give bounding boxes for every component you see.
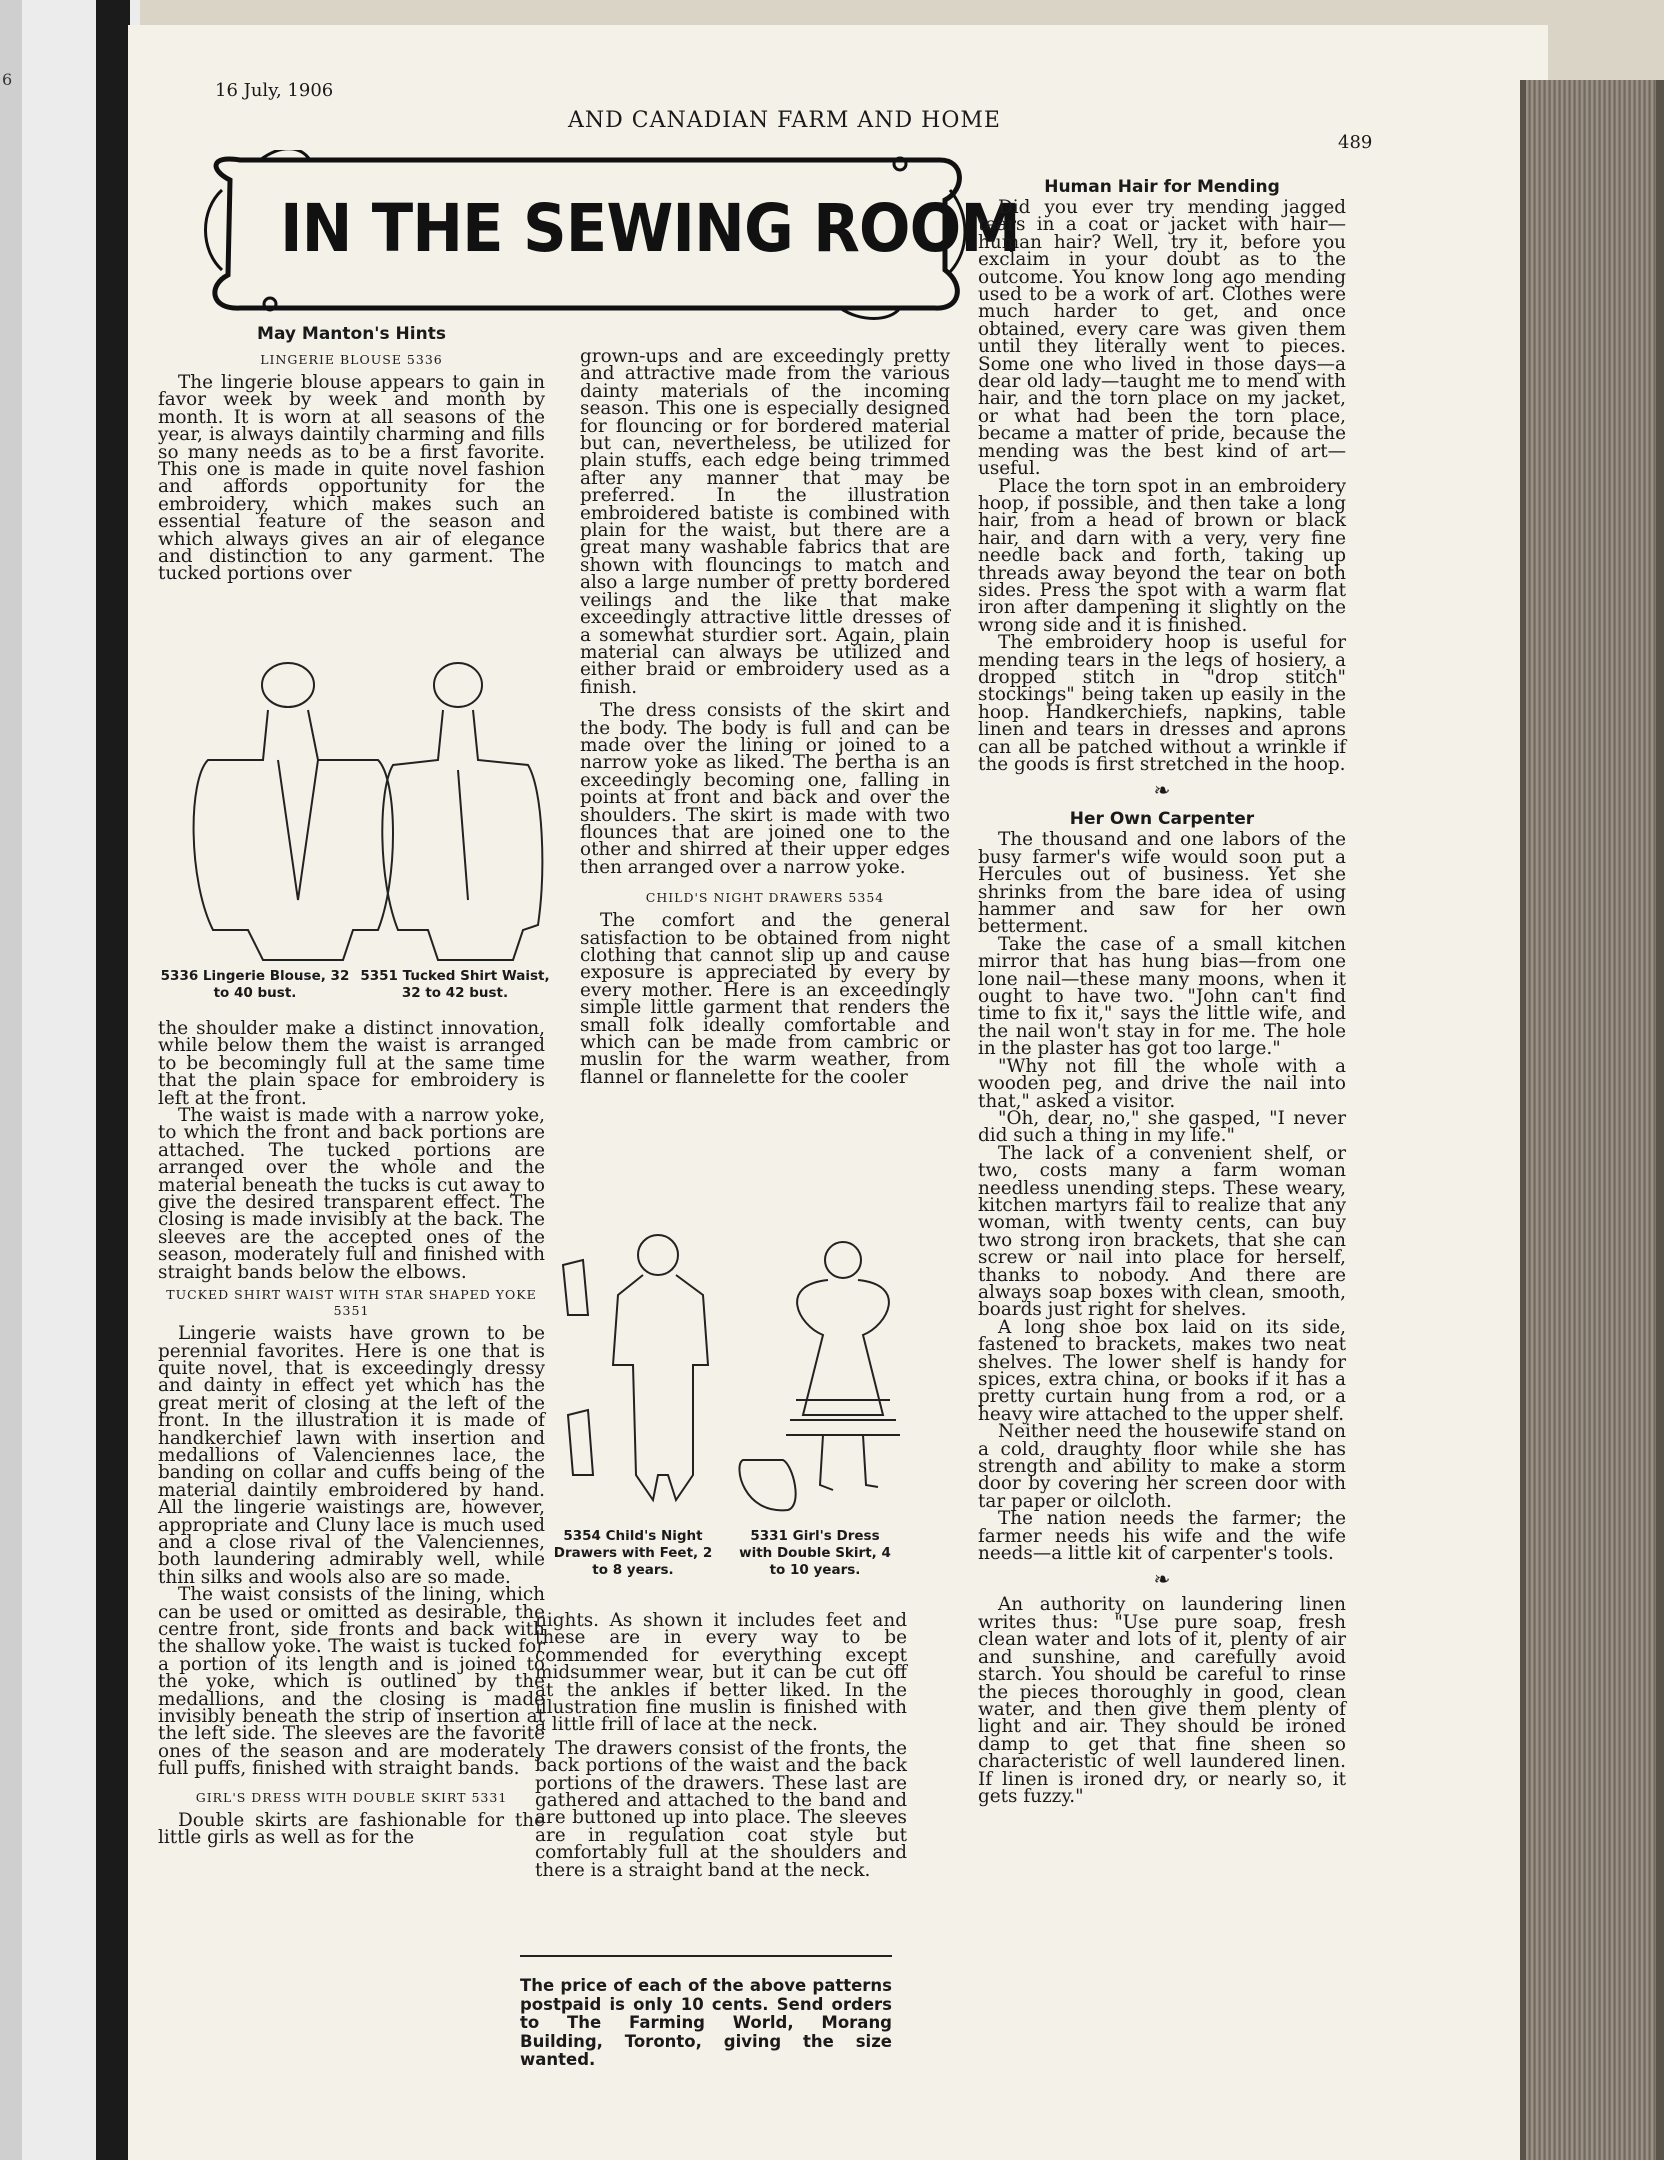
section-title: IN THE SEWING ROOM: [280, 190, 1020, 267]
fleuron-ornament: ❧: [1153, 778, 1171, 803]
paragraph: The drawers consist of the fronts, the back portions of the waist and the back portions of the drawers. These last are gathered and attached to the band and are buttoned up into place. The sleeves are in regulation coat style but comfortably full at the shoulders and there is a straight band at the neck.: [535, 1737, 907, 1881]
paragraph: Place the torn spot in an embroidery hoop, if possible, and then take a long hair, from a head of brown or black hair, and darn with a very, very fine needle back and forth, taking up threads away beyond the tear on both sides. Press the spot with a warm flat iron after dampening it slightly on the wrong side and it is finished.: [978, 475, 1346, 636]
paragraph: The thousand and one labors of the busy farmer's wife would soon put a Hercules out of business. Yet she shrinks from the bare idea of using hammer and saw for her own betterment.: [978, 829, 1346, 938]
paragraph: "Oh, dear, no," she gasped, "I never did such a thing in my life.": [978, 1107, 1346, 1147]
column-1-bottom: [158, 1018, 545, 1849]
article-heading: Her Own Carpenter: [1069, 809, 1255, 830]
running-title: AND CANADIAN FARM AND HOME: [568, 108, 1001, 133]
illustration-caption: 5331 Girl's Dress with Double Skirt, 4 to 10 years.: [739, 1528, 891, 1578]
paragraph: Double skirts are fashionable for the little girls as well as for the: [158, 1809, 545, 1849]
page-edges: [1520, 80, 1664, 2160]
previous-page-strip: [0, 0, 22, 2160]
paragraph: "Why not fill the whole with a wooden peg, and drive the nail into that," asked a visitor.: [978, 1055, 1346, 1112]
paragraph: The waist consists of the lining, which can be used or omitted as desirable, the centre front, side fronts and back with the shallow yoke. The waist is tucked for a portion of its length and is joined to the yoke, which is outlined by the medallions, and the closing is made invisibly beneath the strip of insertion at the left side. The sleeves are the favorite ones of the season and are moderately full puffs, finished with straight bands.: [158, 1584, 545, 1780]
childrens-illustration: [558, 1225, 918, 1525]
illustration-caption: 5351 Tucked Shirt Waist, 32 to 42 bust.: [360, 968, 550, 1001]
page-number: 489: [1338, 132, 1373, 153]
illustration-caption: 5336 Lingerie Blouse, 32 to 40 bust.: [160, 968, 350, 1001]
paragraph: The lack of a convenient shelf, or two, costs many a farm woman needless unending steps. These weary, kitchen martyrs fail to realize that any woman, with twenty cents, can buy two strong iron brackets, that she can screw or nail into place for herself, thanks to nobody. And there are always soap boxes with clean, smooth, boards just right for shelves.: [978, 1142, 1346, 1321]
paragraph: The nation needs the farmer; the farmer needs his wife and the wife needs—a little kit of carpenter's tools.: [978, 1508, 1346, 1565]
paragraph: Take the case of a small kitchen mirror that has hung bias—from one lone nail—these many moons, when it ought to have two. "John can't find time to fix it," says the little wife, and the nail won't stay in for me. The hole in the plaster has got too large.": [978, 933, 1346, 1060]
paragraph: the shoulder make a distinct innovation, while below them the waist is arranged to be becomingly full at the same time that the plain space for embroidery is left at the front.: [158, 1018, 545, 1109]
paragraph: Neither need the housewife stand on a cold, draughty floor while she has strength and ability to make a storm door by covering her screen door with tar paper or oilcloth.: [978, 1421, 1346, 1512]
paragraph: grown-ups and are exceedingly pretty and attractive made from the various dainty materials of the incoming season. This one is especially designed for flouncing or for bordered material but can, nevertheless, be utilized for plain stuffs, each edge being trimmed after any manner that may be preferred. In the illustration embroidered batiste is combined with plain for the waist, but there are a great many washable fabrics that are shown with flouncings to match and also a large number of pretty bordered veilings and the like that make exceedingly attractive little dresses of a somewhat sturdier sort. Again, plain material can always be utilized and either braid or embroidery used as a finish.: [580, 346, 950, 698]
article-heading: May Manton's Hints: [257, 324, 446, 344]
paragraph: The waist is made with a narrow yoke, to which the front and back portions are attached. The tucked portions are arranged over the whole and the material beneath the tucks is cut away to give the desired transparent effect. The closing is made invisibly at the back. The sleeves are the accepted ones of the season, moderately full and finished with straight bands below the elbows.: [158, 1105, 545, 1283]
article-heading: Human Hair for Mending: [1044, 177, 1280, 197]
column-2-bottom: [535, 1612, 907, 1879]
column-2-top: [580, 348, 950, 1086]
paragraph: Lingerie waists have grown to be perennial favorites. Here is one that is quite novel, that is exceedingly dressy and dainty in effect yet which has the great merit of closing at the left of the front. In the illustration it is made of handkerchief lawn with insertion and medallions of Valenciennes lace, the banding on collar and cuffs being of the material daintily embroidered by hand. All the lingerie waistings are, however, appropriate and Cluny lace is much used and a close rival of the Valenciennes, both laundering admirably well, while thin silks and wools also are so made.: [158, 1323, 545, 1588]
price-notice: The price of each of the above patterns postpaid is only 10 cents. Send orders to The Farming World, Morang Building, Toronto, giving the size wanted.: [520, 1955, 892, 2070]
blouse-illustration: [168, 640, 548, 970]
paragraph: The embroidery hoop is useful for mending tears in the legs of hosiery, a dropped stitch in "drop stitch" stockings" being taken up easily in the hoop. Handkerchiefs, napkins, table linen and tears in dresses and aprons can all be patched without a wrinkle if the goods is first stretched in the hoop.: [978, 632, 1346, 775]
paragraph: A long shoe box laid on its side, fastened to brackets, makes two neat shelves. The lower shelf is handy for spices, extra china, or books if it has a pretty curtain hung from a rod, or a heavy wire attached to the upper shelf.: [978, 1316, 1346, 1425]
paragraph: The lingerie blouse appears to gain in favor week by week and month by month. It is worn at all seasons of the year, is always daintily charming and fills so many needs as to be a first favorite. This one is made in quite novel fashion and affords opportunity for the embroidery, which makes such an essential feature of the season and which always gives an air of elegance and distinction to any garment. The tucked portions over: [158, 372, 545, 585]
paragraph: The dress consists of the skirt and the body. The body is full and can be made over the lining or joined to a narrow yoke as liked. The bertha is an exceedingly becoming one, falling in points at front and back and over the shoulders. The skirt is made with two flounces that are joined one to the other and shirred at their upper edges then arranged over a narrow yoke.: [580, 700, 950, 878]
paragraph: The comfort and the general satisfaction to be obtained from night clothing that cannot slip up and cause exposure is appreciated by every by every mother. Here is an exceedingly simple little garment that renders the small folk ideally comfortable and which can be made from cambric or muslin for the warm weather, from flannel or flannelette for the cooler: [580, 910, 950, 1088]
fleuron-ornament: ❧: [1153, 1567, 1171, 1592]
pattern-subheading: GIRL'S DRESS WITH DOUBLE SKIRT 5331: [195, 1789, 508, 1805]
pattern-subheading: TUCKED SHIRT WAIST WITH STAR SHAPED YOKE 5351: [166, 1287, 537, 1319]
column-3: [978, 175, 1346, 1805]
book-gutter: [96, 0, 130, 2160]
paragraph: Did you ever try mending jagged tears in a coat or jacket with hair—human hair? Well, try it, before you exclaim in your doubt as to the outcome. You know long ago mending used to be a work of art. Clothes were much harder to get, and once obtained, every care was given them until they literally went to pieces. Some one who lived in those days—a dear old lady—taught me to mend with hair, and the torn place on my jacket, or what had been the torn place, became a matter of pride, because the mending was the best kind of art—useful.: [978, 197, 1346, 480]
pattern-subheading: CHILD'S NIGHT DRAWERS 5354: [645, 890, 885, 906]
paragraph: An authority on laundering linen writes thus: "Use pure soap, fresh clean water and lots of it, plenty of air and sunshine, and carefully avoid starch. You should be careful to rinse the pieces thoroughly in good, clean water, and then give them plenty of light and air. They should be ironed damp to get that fine sheen so characteristic of well laundered linen. If linen is ironed dry, or nearly so, it gets fuzzy.": [978, 1594, 1346, 1807]
column-1-top: [158, 322, 545, 583]
paragraph: nights. As shown it includes feet and these are in every way to be commended for everything except midsummer wear, but it can be cut off at the ankles if better liked. In the illustration fine muslin is finished with a little frill of lace at the neck.: [535, 1610, 907, 1736]
previous-page-number: 6: [2, 70, 13, 89]
illustration-caption: 5354 Child's Night Drawers with Feet, 2 to 8 years.: [553, 1528, 713, 1578]
pattern-subheading: LINGERIE BLOUSE 5336: [260, 352, 443, 367]
scan-left-margin: [0, 0, 140, 2160]
issue-date: 16 July, 1906: [215, 80, 334, 101]
